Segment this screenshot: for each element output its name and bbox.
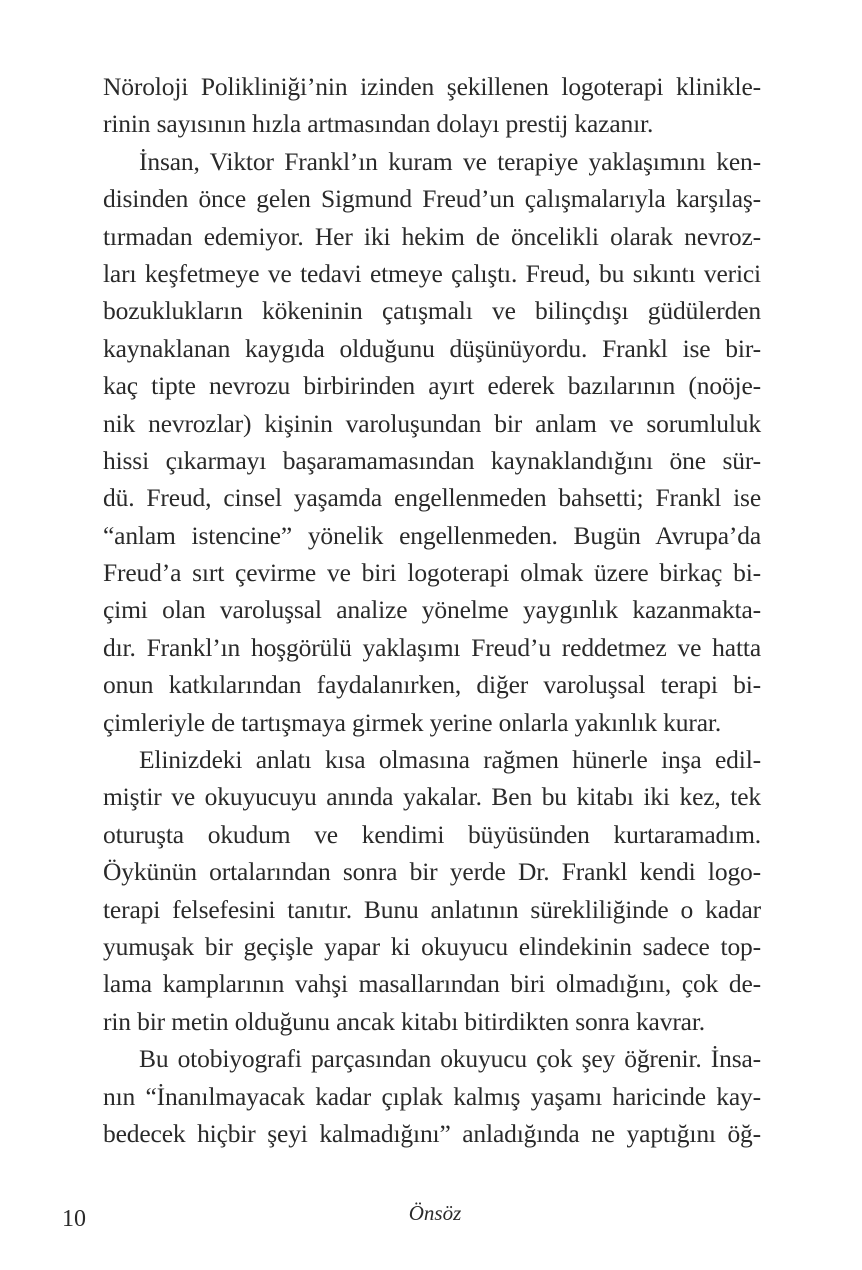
- text-line: Öykünün ortalarından sonra bir yerde Dr. Frankl kendi logo-: [103, 857, 761, 887]
- text-line: Bu otobiyografi parçasından okuyucu çok şey öğrenir. İnsa-: [139, 1044, 761, 1074]
- text-line: Freud’a sırt çevirme ve biri logoterapi olmak üzere birkaç bi-: [103, 558, 761, 588]
- running-head: Önsöz: [408, 1201, 462, 1225]
- page-number: 10: [62, 1206, 86, 1232]
- text-line: çimleriyle de tartışmaya girmek yerine onlarla yakınlık kurar.: [103, 707, 722, 737]
- text-line: miştir ve okuyucuyu anında yakalar. Ben bu kitabı iki kez, tek: [103, 782, 761, 812]
- text-line: İnsan, Viktor Frankl’ın kuram ve terapiye yaklaşımını ken-: [139, 146, 761, 176]
- text-line: çimi olan varoluşsal analize yönelme yaygınlık kazanmakta-: [103, 595, 761, 625]
- text-line: bedecek hiçbir şeyi kalmadığını” anladığında ne yaptığını öğ-: [103, 1118, 761, 1148]
- text-line: dır. Frankl’ın hoşgörülü yaklaşımı Freud’u reddetmez ve hatta: [103, 632, 761, 662]
- text-line: Nöroloji Polikliniği’nin izinden şekillenen logoterapi klinikle-: [103, 72, 761, 101]
- text-line: disinden önce gelen Sigmund Freud’un çalışmalarıyla karşılaş-: [103, 184, 761, 214]
- text-line: oturuşta okudum ve kendimi büyüsünden kurtaramadım.: [103, 819, 761, 849]
- text-line: Elinizdeki anlatı kısa olmasına rağmen hünerle inşa edil-: [139, 745, 761, 775]
- text-line: “anlam istencine” yönelik engellenmeden. Bugün Avrupa’da: [103, 520, 761, 550]
- text-line: onun katkılarından faydalanırken, diğer varoluşsal terapi bi-: [103, 670, 761, 700]
- text-line: terapi felsefesini tanıtır. Bunu anlatının sürekliliğinde o kadar: [103, 894, 761, 924]
- text-line: ları keşfetmeye ve tedavi etmeye çalıştı. Freud, bu sıkıntı verici: [103, 258, 761, 288]
- paragraph-1: [103, 68, 761, 143]
- page-body: [103, 68, 761, 1152]
- text-line: nın “İnanılmayacak kadar çıplak kalmış yaşamı haricinde kay-: [103, 1081, 761, 1111]
- text-line: bozuklukların kökeninin çatışmalı ve bilinçdışı güdülerden: [103, 296, 761, 326]
- text-line: yumuşak bir geçişle yapar ki okuyucu elindekinin sadece top-: [103, 931, 761, 961]
- text-line: rinin sayısının hızla artmasından dolayı prestij kazanır.: [103, 109, 654, 139]
- text-line: rin bir metin olduğunu ancak kitabı bitirdikten sonra kavrar.: [103, 1006, 705, 1036]
- text-line: kaç tipte nevrozu birbirinden ayırt ederek bazılarının (noöje-: [103, 371, 761, 401]
- paragraph-3: [103, 741, 761, 1040]
- text-line: hissi çıkarmayı başaramamasından kaynaklandığını öne sür-: [103, 445, 761, 475]
- text-line: kaynaklanan kaygıda olduğunu düşünüyordu. Frankl ise bir-: [103, 333, 761, 363]
- text-line: lama kamplarının vahşi masallarından biri olmadığını, çok de-: [103, 969, 761, 999]
- text-line: tırmadan edemiyor. Her iki hekim de öncelikli olarak nevroz-: [103, 221, 761, 251]
- paragraph-4: [103, 1040, 761, 1152]
- paragraph-2: [103, 143, 761, 741]
- text-line: nik nevrozlar) kişinin varoluşundan bir anlam ve sorumluluk: [103, 408, 761, 438]
- text-line: dü. Freud, cinsel yaşamda engellenmeden bahsetti; Frankl ise: [103, 483, 761, 513]
